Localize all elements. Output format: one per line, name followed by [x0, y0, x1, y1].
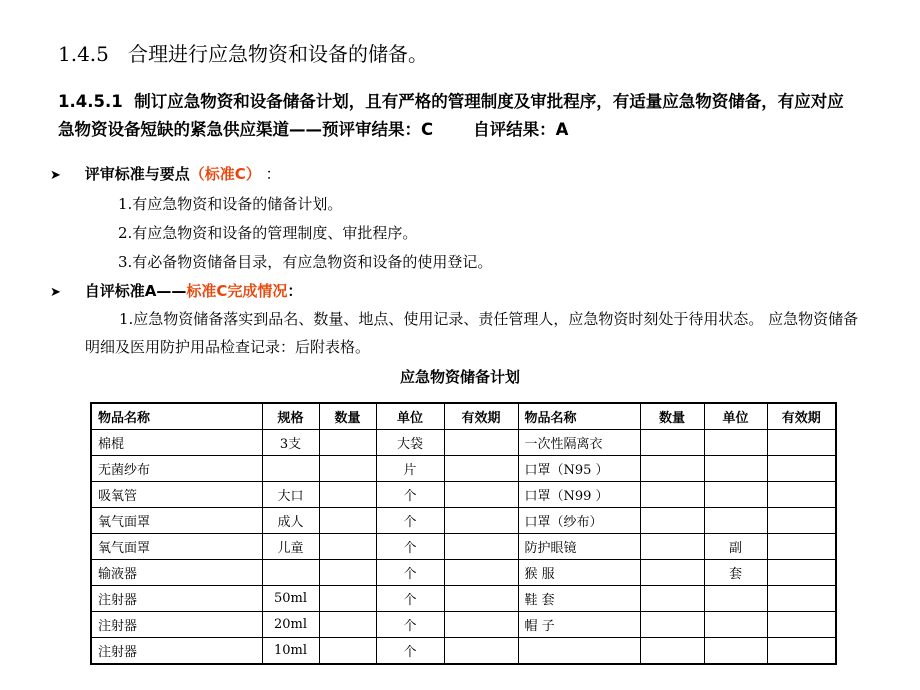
cell-quantity — [319, 638, 376, 665]
table-row — [91, 482, 836, 508]
cell-expiry — [444, 612, 518, 638]
arrow-right-bullet-icon: ➤ — [50, 168, 61, 183]
cell-item-name: 注射器 — [91, 586, 262, 612]
cell-expiry-2 — [767, 508, 836, 534]
table-row — [91, 586, 836, 612]
header-item-name-2: 物品名称 — [518, 403, 640, 430]
cell-unit-2 — [704, 508, 767, 534]
cell-expiry-2 — [767, 430, 836, 456]
cell-unit: 个 — [376, 612, 444, 638]
cell-item-name: 注射器 — [91, 612, 262, 638]
cell-quantity — [319, 534, 376, 560]
cell-expiry-2 — [767, 638, 836, 665]
cell-item-name: 氧气面罩 — [91, 508, 262, 534]
cell-unit-2 — [704, 586, 767, 612]
cell-item-name-2: 鞋 套 — [518, 586, 640, 612]
cell-quantity — [319, 586, 376, 612]
cell-unit-2 — [704, 612, 767, 638]
cell-item-name: 无菌纱布 — [91, 456, 262, 482]
cell-expiry — [444, 638, 518, 665]
cell-expiry-2 — [767, 456, 836, 482]
self-check-suffix: ： — [287, 282, 303, 300]
cell-spec: 10ml — [262, 638, 319, 665]
cell-expiry — [444, 456, 518, 482]
criteria-bullet — [50, 163, 281, 184]
criteria-tag: （标准C） — [189, 165, 261, 183]
cell-spec: 3支 — [262, 430, 319, 456]
self-check-label: 自评标准A—— — [84, 282, 187, 300]
cell-spec: 成人 — [262, 508, 319, 534]
cell-quantity — [319, 430, 376, 456]
cell-item-name-2: 一次性隔离衣 — [518, 430, 640, 456]
section-title: 合理进行应急物资和设备的储备。 — [127, 42, 428, 66]
table-row — [91, 508, 836, 534]
header-quantity-2: 数量 — [640, 403, 704, 430]
cell-quantity-2 — [640, 508, 704, 534]
cell-quantity-2 — [640, 456, 704, 482]
cell-expiry — [444, 508, 518, 534]
cell-spec: 20ml — [262, 612, 319, 638]
cell-item-name-2 — [518, 638, 640, 665]
cell-unit: 个 — [376, 508, 444, 534]
header-spec: 规格 — [262, 403, 319, 430]
cell-item-name-2: 口罩（N95 ） — [518, 456, 640, 482]
cell-item-name: 氧气面罩 — [91, 534, 262, 560]
cell-quantity-2 — [640, 534, 704, 560]
cell-spec: 50ml — [262, 586, 319, 612]
cell-unit-2 — [704, 482, 767, 508]
table-row — [91, 456, 836, 482]
self-check-tag: 标准C完成情况 — [186, 282, 288, 300]
cell-unit: 个 — [376, 534, 444, 560]
cell-quantity-2 — [640, 586, 704, 612]
cell-item-name: 棉棍 — [91, 430, 262, 456]
table-row — [91, 612, 836, 638]
table-row — [91, 534, 836, 560]
stock-plan-table — [90, 402, 837, 665]
header-expiry-2: 有效期 — [767, 403, 836, 430]
section-heading — [58, 38, 428, 67]
cell-unit-2 — [704, 638, 767, 665]
cell-expiry-2 — [767, 612, 836, 638]
self-check-paragraph: 1.应急物资储备落实到品名、数量、地点、使用记录、责任管理人，应急物资时刻处于待用状态。 应急物资储备明细及医用防护用品检查记录：后附表格。 — [85, 310, 859, 356]
cell-quantity-2 — [640, 482, 704, 508]
cell-quantity-2 — [640, 430, 704, 456]
subsection-text: 制订应急物资和设备储备计划，且有严格的管理制度及审批程序，有适量应急物资储备，有应对应急物资设备短缺的紧急供应渠道——预评审结果：C — [58, 92, 844, 139]
cell-item-name: 注射器 — [91, 638, 262, 665]
cell-expiry — [444, 430, 518, 456]
cell-expiry-2 — [767, 482, 836, 508]
cell-expiry-2 — [767, 534, 836, 560]
cell-expiry — [444, 534, 518, 560]
cell-unit: 片 — [376, 456, 444, 482]
cell-unit: 个 — [376, 482, 444, 508]
self-eval-result: 自评结果：A — [473, 120, 569, 139]
cell-spec — [262, 456, 319, 482]
header-expiry: 有效期 — [444, 403, 518, 430]
header-unit-2: 单位 — [704, 403, 767, 430]
cell-expiry — [444, 482, 518, 508]
criteria-label: 评审标准与要点 — [84, 165, 190, 183]
cell-unit-2: 副 — [704, 534, 767, 560]
cell-spec: 大口 — [262, 482, 319, 508]
cell-quantity — [319, 508, 376, 534]
table-title: 应急物资储备计划 — [399, 368, 520, 386]
cell-unit: 个 — [376, 638, 444, 665]
criteria-item-2: 2.有应急物资和设备的管理制度、审批程序。 — [118, 224, 418, 242]
subsection-number: 1.4.5.1 — [58, 92, 123, 111]
header-item-name: 物品名称 — [91, 403, 262, 430]
criteria-item-1: 1.有应急物资和设备的储备计划。 — [118, 195, 343, 213]
criteria-item-3: 3.有必备物资储备目录，有应急物资和设备的使用登记。 — [118, 253, 493, 271]
cell-expiry-2 — [767, 560, 836, 586]
cell-unit: 大袋 — [376, 430, 444, 456]
self-check-bullet — [50, 280, 302, 301]
cell-unit-2: 套 — [704, 560, 767, 586]
header-unit: 单位 — [376, 403, 444, 430]
cell-unit-2 — [704, 456, 767, 482]
cell-item-name-2: 口罩（N99 ） — [518, 482, 640, 508]
subsection-heading — [58, 88, 858, 144]
cell-item-name-2: 防护眼镜 — [518, 534, 640, 560]
header-quantity: 数量 — [319, 403, 376, 430]
cell-expiry — [444, 560, 518, 586]
cell-item-name: 输液器 — [91, 560, 262, 586]
table-row — [91, 638, 836, 665]
cell-item-name-2: 帽 子 — [518, 612, 640, 638]
table-body — [91, 430, 836, 665]
cell-expiry — [444, 586, 518, 612]
cell-spec — [262, 560, 319, 586]
criteria-suffix: ： — [265, 165, 281, 183]
cell-unit: 个 — [376, 560, 444, 586]
cell-quantity — [319, 456, 376, 482]
table-row — [91, 430, 836, 456]
cell-expiry-2 — [767, 586, 836, 612]
table-row — [91, 560, 836, 586]
cell-spec: 儿童 — [262, 534, 319, 560]
cell-quantity — [319, 482, 376, 508]
cell-unit: 个 — [376, 586, 444, 612]
cell-quantity — [319, 612, 376, 638]
cell-quantity — [319, 560, 376, 586]
cell-item-name: 吸氧管 — [91, 482, 262, 508]
cell-quantity-2 — [640, 560, 704, 586]
cell-item-name-2: 猴 服 — [518, 560, 640, 586]
cell-unit-2 — [704, 430, 767, 456]
cell-item-name-2: 口罩（纱布） — [518, 508, 640, 534]
cell-quantity-2 — [640, 612, 704, 638]
arrow-right-bullet-icon: ➤ — [50, 285, 61, 300]
table-header-row — [91, 403, 836, 430]
cell-quantity-2 — [640, 638, 704, 665]
section-number: 1.4.5 — [58, 42, 109, 66]
